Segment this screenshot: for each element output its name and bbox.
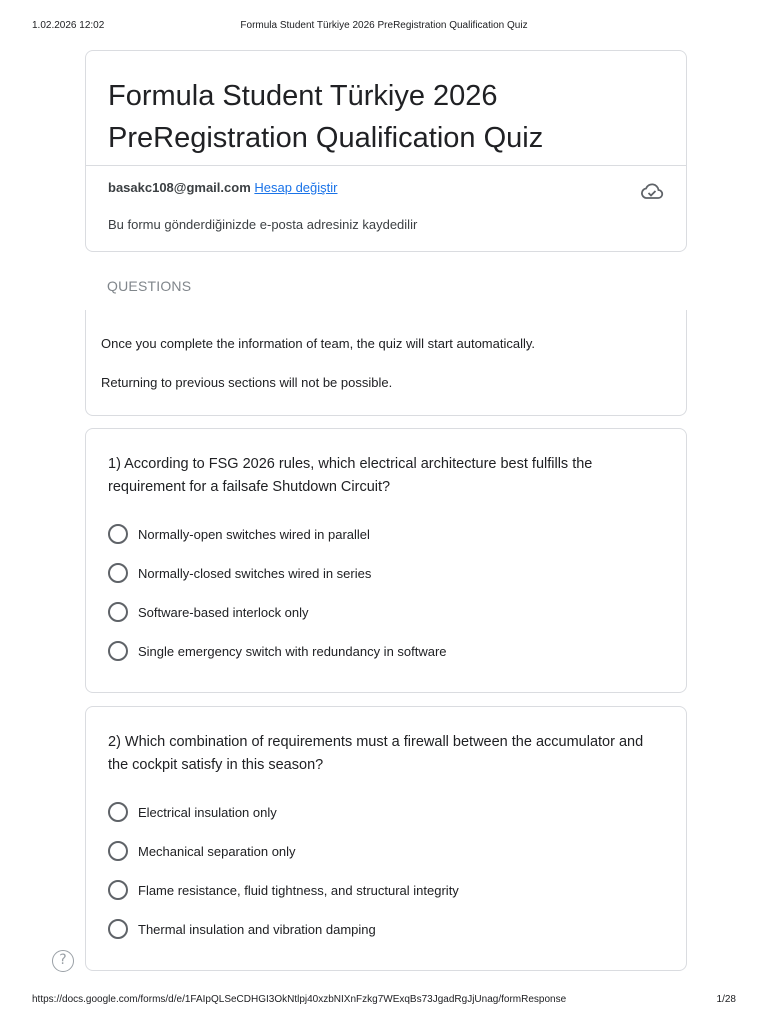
print-title: Formula Student Türkiye 2026 PreRegistration Qualification Quiz (240, 20, 528, 31)
form-title: Formula Student Türkiye 2026 PreRegistration Qualification Quiz (108, 80, 544, 154)
radio-option[interactable] (108, 640, 447, 662)
email-record-note: Bu formu gönderdiğinizde e-posta adresiniz kaydedilir (108, 217, 418, 232)
form-header-card (85, 50, 687, 252)
radio-option[interactable] (108, 918, 376, 940)
radio-option[interactable] (108, 840, 296, 862)
radio-button[interactable] (108, 841, 128, 861)
radio-option[interactable] (108, 601, 309, 623)
option-label: Single emergency switch with redundancy in software (138, 643, 447, 659)
option-label: Mechanical separation only (138, 843, 296, 859)
radio-option[interactable] (108, 523, 370, 545)
radio-button[interactable] (108, 602, 128, 622)
option-label: Electrical insulation only (138, 804, 277, 820)
switch-account-link[interactable]: Hesap değiştir (254, 180, 338, 195)
info-text-2: Returning to previous sections will not be possible. (101, 375, 393, 390)
radio-button[interactable] (108, 802, 128, 822)
radio-button[interactable] (108, 524, 128, 544)
option-label: Thermal insulation and vibration damping (138, 921, 376, 937)
info-text-1: Once you complete the information of team, the quiz will start automatically. (101, 336, 536, 351)
radio-option[interactable] (108, 801, 277, 823)
radio-button[interactable] (108, 641, 128, 661)
question-text: 2) Which combination of requirements must a firewall between the accumulator and the cockpit satisfy in this season? (108, 734, 644, 773)
question-text: 1) According to FSG 2026 rules, which electrical architecture best fulfills the requirement for a failsafe Shutdown Circuit? (108, 456, 593, 495)
help-icon[interactable]: ? (52, 950, 74, 972)
print-url: https://docs.google.com/forms/d/e/1FAIpQLSeCDHGI3OkNtlpj40xzbNIXnFzkg7WExqBs73JgadRgJjUnag/formResponse (32, 994, 567, 1005)
option-label: Normally-closed switches wired in series (138, 565, 372, 581)
radio-button[interactable] (108, 563, 128, 583)
radio-button[interactable] (108, 919, 128, 939)
account-line (108, 179, 338, 197)
radio-option[interactable] (108, 879, 459, 901)
cloud-check-icon (640, 181, 664, 201)
radio-option[interactable] (108, 562, 371, 584)
account-email: basakc108@gmail.com (108, 180, 251, 195)
option-label: Flame resistance, fluid tightness, and structural integrity (138, 882, 459, 898)
section-label: QUESTIONS (107, 278, 192, 294)
header-divider (86, 165, 686, 166)
option-label: Software-based interlock only (138, 604, 309, 620)
question-card-2 (85, 706, 687, 971)
print-datetime: 1.02.2026 12:02 (32, 20, 105, 31)
section-info-card (85, 310, 687, 416)
option-label: Normally-open switches wired in parallel (138, 526, 370, 542)
radio-button[interactable] (108, 880, 128, 900)
print-page-number: 1/28 (716, 994, 736, 1005)
print-header (0, 20, 768, 34)
question-card-1 (85, 428, 687, 693)
